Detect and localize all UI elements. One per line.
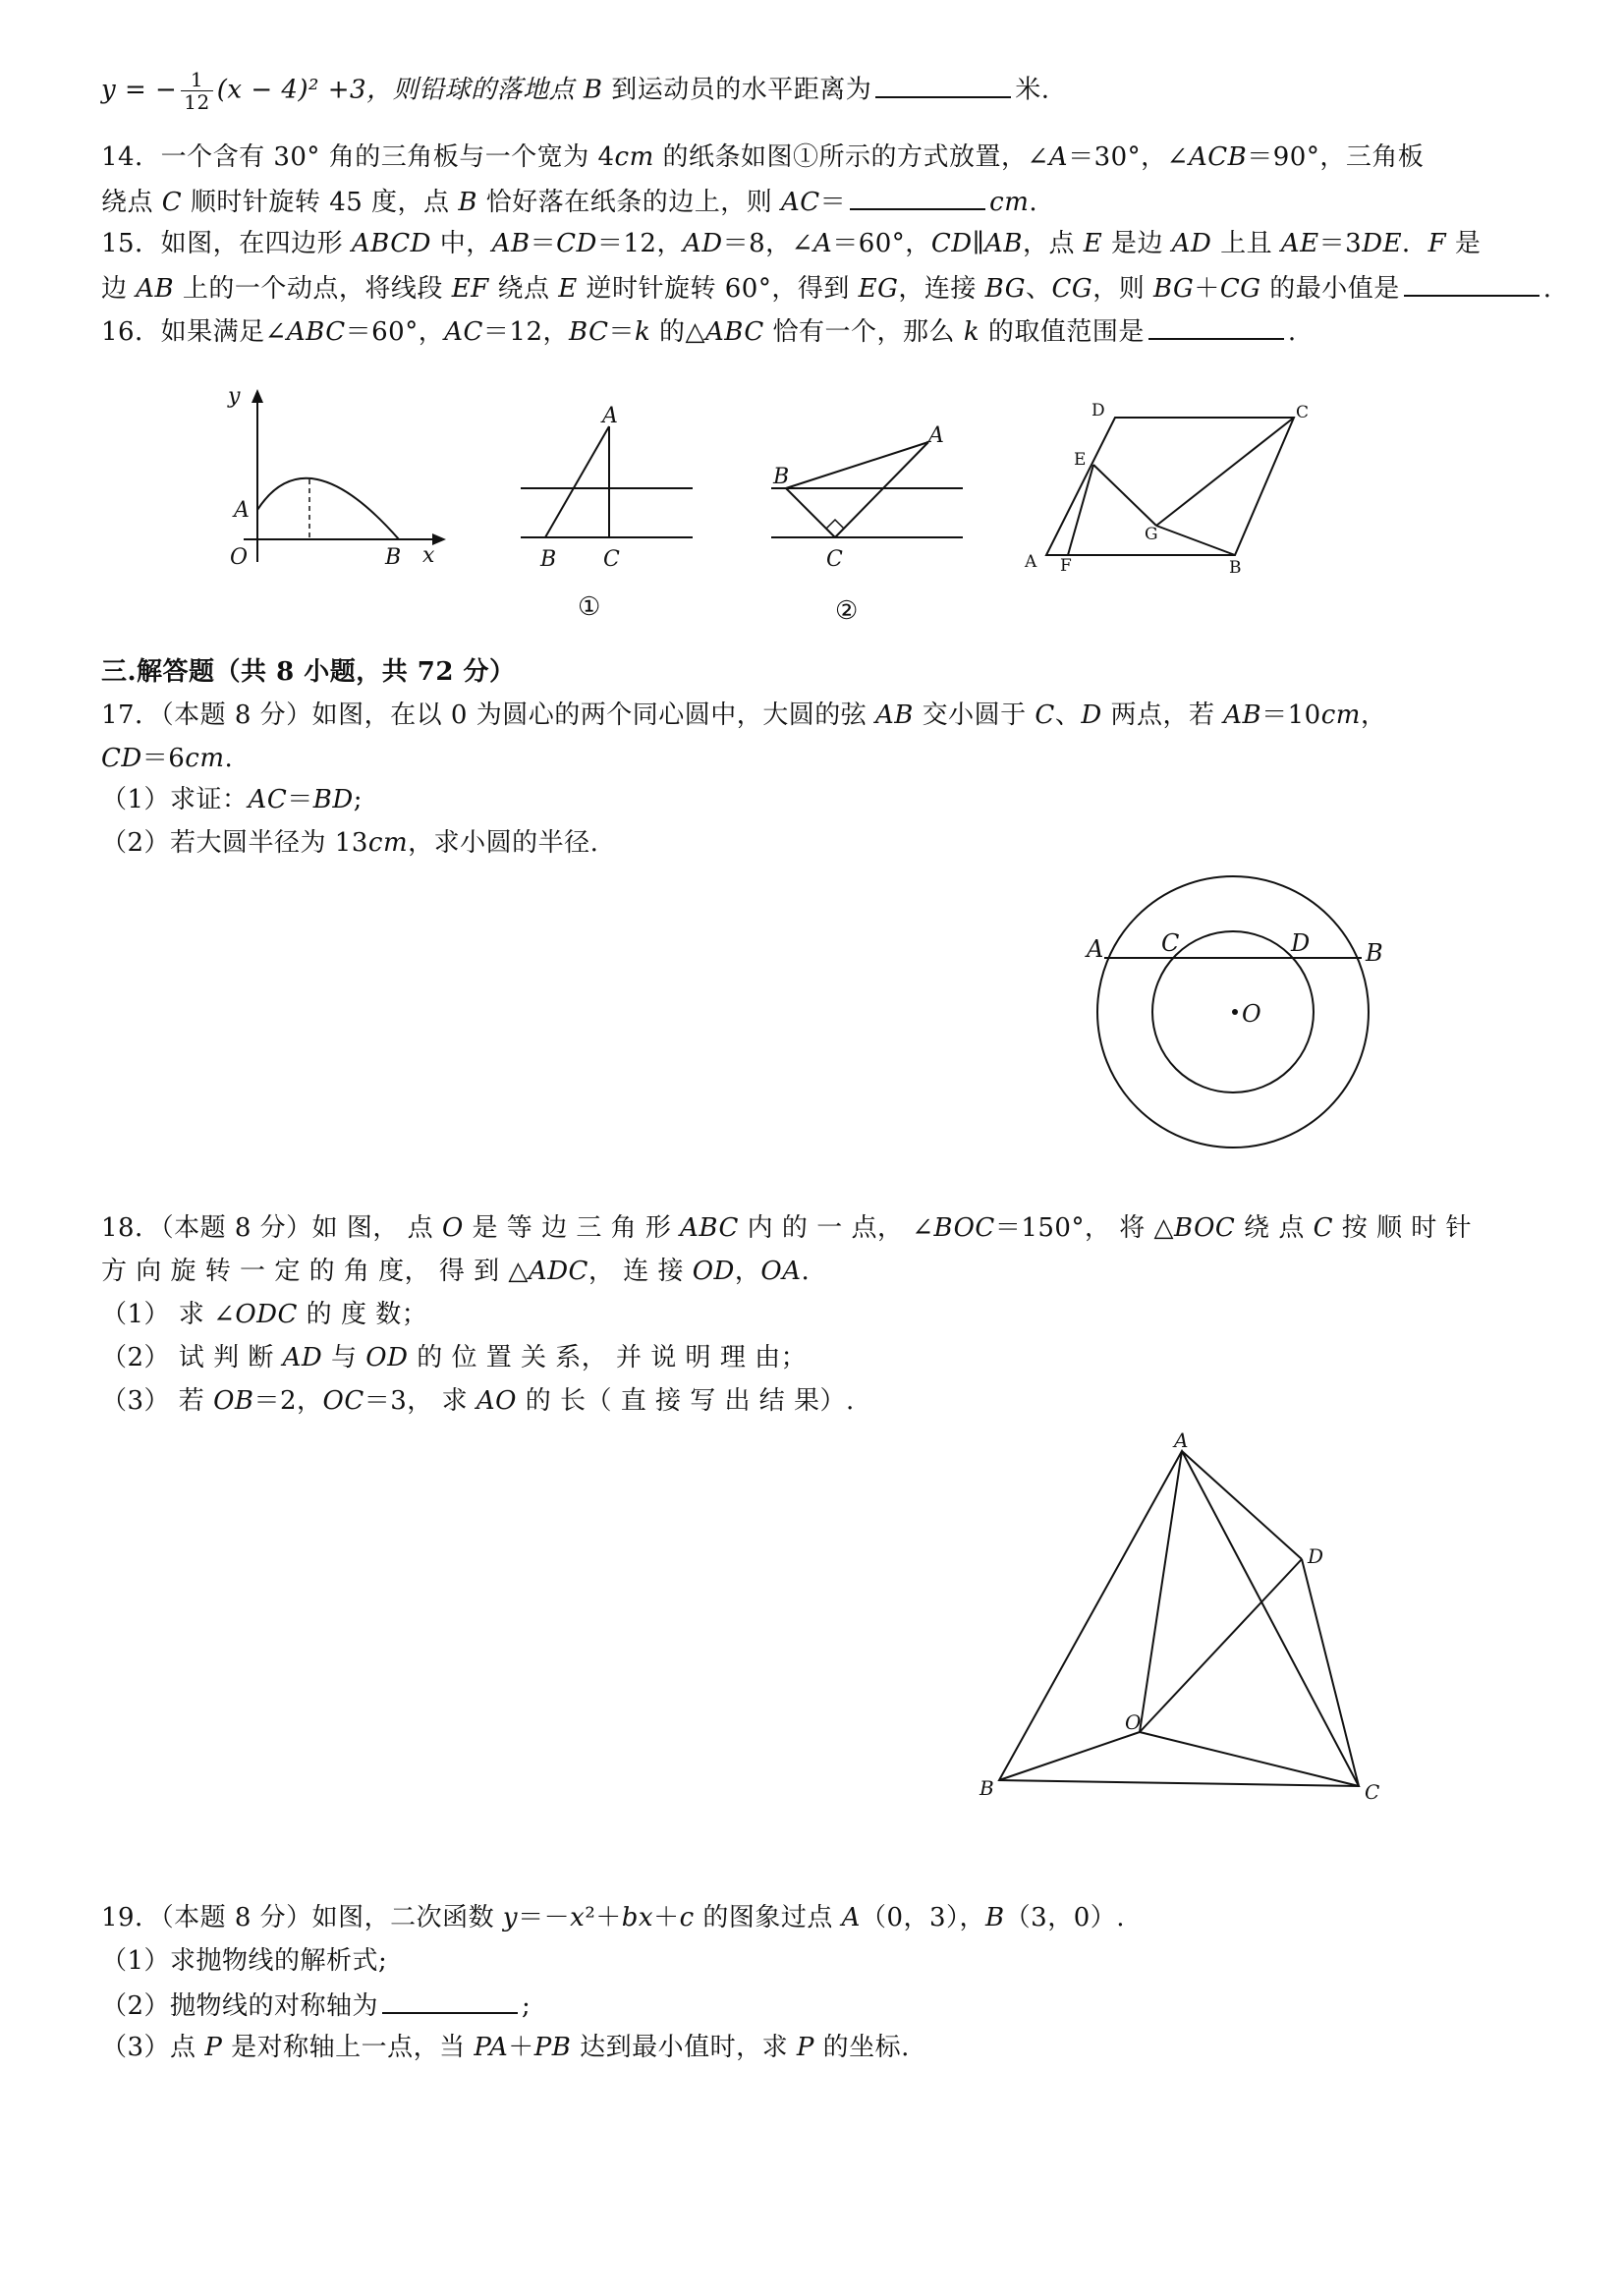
q17-line-1 [101, 698, 1386, 733]
text-q17-l1d: C [1035, 700, 1055, 730]
text-q15-l1h: AD [682, 229, 723, 258]
text-q15-l1k: ＝60°， [832, 229, 931, 258]
text-q14-l2b: C [161, 188, 183, 217]
label-x: x [422, 543, 435, 568]
text-q18-s1c: 的 度 数； [297, 1300, 428, 1329]
label-D: D [1291, 929, 1311, 957]
text-q15-l1w: ． [1402, 229, 1428, 258]
text-q15-l1g: ＝12， [596, 229, 683, 258]
q13-unit: 米. [1015, 75, 1050, 105]
side-AB [545, 426, 609, 537]
text-q19-l1k: （0，3）， [860, 1903, 986, 1932]
text-q18-l1e: 内 的 一 点， ∠ [738, 1213, 934, 1243]
text-q15-l2a: 边 [101, 274, 137, 304]
text-q18-l1b: O [441, 1213, 464, 1243]
fraction-numerator: 1 [181, 69, 212, 91]
text-q14-l2d: B [458, 188, 477, 217]
text-q17-s2b: cm [367, 828, 409, 858]
label-C: C [826, 547, 843, 572]
text-q19-s3e: ＋ [508, 2033, 534, 2062]
text-q18-l1i: 绕 点 [1235, 1213, 1314, 1243]
text-q19-s2b: ; [522, 1991, 532, 2021]
q19-sub-2 [101, 1987, 531, 2024]
text-q18-s3f: AO [476, 1386, 517, 1416]
text-q15-l1j: A [812, 229, 833, 258]
text-q16-e: ＝12， [482, 317, 569, 347]
text-q17-l1b: AB [875, 700, 914, 730]
q18-line-2 [101, 1254, 810, 1289]
text-q18-l1g: ＝150°， 将 △ [994, 1213, 1174, 1243]
text-q18-l2d: OD [692, 1257, 735, 1286]
text-q16-h: k [635, 317, 651, 347]
text-q17-l1j: cm [1320, 700, 1361, 730]
text-q15-l1u: ＝3 [1318, 229, 1363, 258]
segment-OB [999, 1732, 1140, 1780]
text-q15-l2q: 的最小值是 [1260, 274, 1400, 304]
label-B: B [773, 465, 790, 489]
q13-point: B [583, 75, 603, 105]
label-A: A [1025, 552, 1037, 572]
q16-line [101, 312, 1297, 350]
text-q18-l2a: 方 向 旋 转 一 定 的 角 度， 得 到 △ [101, 1257, 529, 1286]
text-q16-n: . [1287, 317, 1297, 347]
label-B: B [1229, 558, 1242, 578]
q13-answer-blank[interactable] [875, 71, 1011, 98]
text-q15-l1y: 是 [1446, 229, 1482, 258]
segment-BG [1156, 526, 1235, 555]
segment-DC [1302, 1559, 1359, 1786]
text-q19-l1c: ＝－ [518, 1903, 571, 1932]
q14-line-2 [101, 183, 1037, 220]
text-q15-l2c: 上的一个动点，将线段 [174, 274, 452, 304]
text-q18-s3d: OC [322, 1386, 364, 1416]
text-q18-s3c: ＝2， [253, 1386, 323, 1416]
caption-1: ① [578, 592, 601, 622]
text-q17-l1h: AB [1223, 700, 1262, 730]
parabola-curve [257, 478, 399, 539]
text-q19-l1e: ²＋ [585, 1903, 622, 1932]
text-q17-l1e: 、 [1054, 700, 1082, 730]
text-q14-l2h: cm [989, 188, 1030, 217]
text-q16-k: 恰有一个，那么 [763, 317, 964, 347]
q13-equation-suffix: (x − 4)² +3，则铅球的落地点 [216, 75, 576, 105]
label-G: G [1145, 525, 1158, 544]
q13-fraction [181, 69, 212, 113]
label-B: B [1366, 939, 1383, 967]
text-q17-l1g: 两点，若 [1101, 700, 1224, 730]
text-q14-l2a: 绕点 [101, 188, 162, 217]
q18-sub-3 [101, 1383, 855, 1419]
text-q17-l1k: ， [1360, 700, 1387, 730]
text-q15-l1c: 中， [430, 229, 492, 258]
text-q18-s3a: （3） 若 [101, 1386, 214, 1416]
text-q14-l2i: . [1029, 188, 1038, 217]
text-q18-s3e: ＝3， 求 [364, 1386, 476, 1416]
q16-answer-blank[interactable] [1148, 312, 1284, 340]
label-A: A [234, 498, 250, 523]
label-C: C [1296, 403, 1310, 422]
text-q15-l1x: F [1427, 229, 1447, 258]
text-q19-l1i: 的图象过点 [694, 1903, 842, 1932]
text-q14-l1b: cm [614, 142, 654, 172]
text-q19-s3d: PA [474, 2033, 509, 2062]
text-q15-l2p: CG [1219, 274, 1261, 304]
text-q18-s2b: AD [282, 1343, 323, 1372]
q13-tail-line [101, 69, 1050, 113]
label-y: y [228, 384, 241, 409]
segment-EF [1068, 465, 1093, 555]
text-q15-l1q: 是边 [1102, 229, 1172, 258]
text-q15-l1f: CD [556, 229, 597, 258]
text-q15-l1t: AE [1280, 229, 1319, 258]
figure-quadrilateral [1017, 398, 1321, 580]
text-q19-s2: （2）抛物线的对称轴为 [101, 1991, 379, 2021]
q17-line-2 [101, 741, 233, 776]
label-B: B [385, 545, 402, 570]
text-q15-l2g: 逆时针旋转 60°，得到 [577, 274, 859, 304]
text-q16-i: 的△ [650, 317, 706, 347]
q14-line-1 [101, 140, 1424, 175]
text-q19-l1f: bx [621, 1903, 654, 1932]
text-q17-s1b: AC [248, 785, 288, 814]
figure-concentric-circles [1081, 865, 1395, 1159]
text-q18-s2a: （2） 试 判 断 [101, 1343, 283, 1372]
text-q16-d: AC [444, 317, 483, 347]
text-q14-l2g: ＝ [819, 188, 847, 217]
text-q15-l1l: CD [930, 229, 973, 258]
label-O: O [1242, 1000, 1261, 1028]
text-q17-l1i: ＝10 [1261, 700, 1321, 730]
text-q14-l1e: ＝30°，∠ [1068, 142, 1189, 172]
text-q16-f: BC [569, 317, 609, 347]
text-q17-s1c: ＝ [287, 785, 313, 814]
text-q14-l1d: A [1048, 142, 1069, 172]
text-q17-l2c: cm [185, 744, 225, 773]
text-q15-l1e: ＝ [530, 229, 557, 258]
q17-sub-1 [101, 782, 363, 817]
segment-AD [1182, 1451, 1302, 1559]
label-A: A [928, 423, 944, 448]
label-C: C [1365, 1780, 1380, 1804]
text-q14-l1a: 14．一个含有 30° 角的三角板与一个宽为 4 [101, 142, 615, 172]
text-q18-s2d: OD [365, 1343, 409, 1372]
label-A: A [602, 404, 618, 428]
label-F: F [1060, 556, 1072, 576]
text-q17-l1f: D [1081, 700, 1102, 730]
text-q19-l1a: 19．（本题 8 分）如图，二次函数 [101, 1903, 503, 1932]
figure-equilateral-triangle [968, 1429, 1400, 1822]
text-q15-l2k: 、 [1026, 274, 1052, 304]
text-q15-l2b: AB [136, 274, 175, 304]
text-q15-l2i: ，连接 [898, 274, 985, 304]
text-q18-s3g: 的 长（ 直 接 写 出 结 果）. [516, 1386, 855, 1416]
text-q18-l2b: ADC [528, 1257, 588, 1286]
text-q15-l2f: E [558, 274, 578, 304]
text-q17-l2a: CD [101, 744, 142, 773]
text-q18-l1d: ABC [680, 1213, 739, 1243]
text-q19-l1d: x [570, 1903, 586, 1932]
text-q16-j: ABC [705, 317, 764, 347]
quadrilateral-ABCD [1046, 418, 1294, 555]
text-q19-s3i: 的坐标. [813, 2033, 910, 2062]
text-q15-l1m: ∥ [972, 229, 985, 258]
text-q18-l1f: BOC [933, 1213, 995, 1243]
text-q18-l1h: BOC [1173, 1213, 1236, 1243]
q13-text: 到运动员的水平距离为 [611, 75, 872, 105]
q14-answer-blank[interactable] [850, 183, 985, 210]
q17-sub-2 [101, 825, 598, 861]
text-q17-l2d: . [224, 744, 234, 773]
segment-CG [1156, 418, 1294, 526]
label-A: A [1174, 1428, 1189, 1452]
segment-OA [1140, 1451, 1182, 1732]
section-3-heading: 三.解答题（共 8 小题，共 72 分） [101, 657, 516, 687]
text-q14-l1c: 的纸条如图①所示的方式放置，∠ [653, 142, 1049, 172]
text-q18-l2f: OA [760, 1257, 802, 1286]
text-q15-l2h: EG [858, 274, 899, 304]
right-angle-mark [826, 520, 844, 529]
y-axis-arrow [252, 389, 263, 403]
text-q19-l1m: （3，0）. [1004, 1903, 1126, 1932]
text-q16-l: k [963, 317, 980, 347]
text-q17-s1e: ; [353, 785, 363, 814]
text-q14-l1f: ACB [1188, 142, 1248, 172]
text-q18-l1a: 18．（本题 8 分）如 图， 点 [101, 1213, 442, 1243]
text-q18-s3b: OB [213, 1386, 254, 1416]
text-q15-l2n: BG [1152, 274, 1195, 304]
q18-sub-2 [101, 1340, 807, 1375]
text-q15-l1o: ，点 [1022, 229, 1084, 258]
text-q14-l2e: 恰好落在纸条的边上，则 [476, 188, 781, 217]
text-q17-l1a: 17．（本题 8 分）如图，在以 0 为圆心的两个同心圆中，大圆的弦 [101, 700, 875, 730]
label-C: C [603, 547, 620, 572]
triangle-ABC [999, 1451, 1359, 1786]
text-q19-l1h: c [679, 1903, 695, 1932]
q18-line-1 [101, 1210, 1472, 1246]
text-q18-l2g: . [801, 1257, 811, 1286]
center-point [1232, 1009, 1238, 1015]
text-q15-l1r: AD [1171, 229, 1212, 258]
text-q15-l1a: 15．如图，在四边形 [101, 229, 352, 258]
text-q19-l1j: A [841, 1903, 861, 1932]
text-q15-l1v: DE [1362, 229, 1403, 258]
text-q14-l2c: 顺时针旋转 45 度，点 [182, 188, 459, 217]
fraction-denominator: 12 [184, 90, 210, 114]
caption-2: ② [835, 596, 859, 626]
text-q15-l2o: ＋ [1194, 274, 1220, 304]
segment-EG [1093, 465, 1156, 526]
text-q19-s3f: PB [533, 2033, 572, 2062]
text-q17-s1d: BD [312, 785, 354, 814]
label-A: A [1087, 935, 1104, 963]
text-q16-c: ＝60°， [345, 317, 445, 347]
text-q19-l1g: ＋ [653, 1903, 680, 1932]
text-q19-s3g: 达到最小值时，求 [571, 2033, 797, 2062]
text-q19-s3c: 是对称轴上一点，当 [222, 2033, 475, 2062]
q19-line-1 [101, 1900, 1125, 1935]
text-q16-b: ABC [286, 317, 346, 347]
label-B: B [540, 547, 557, 572]
text-q18-s1a: （1） 求 ∠ [101, 1300, 236, 1329]
q19-sub-3 [101, 2030, 910, 2065]
text-q15-l1d: AB [491, 229, 531, 258]
text-q17-s2a: （2）若大圆半径为 13 [101, 828, 368, 858]
text-q15-l1s: 上且 [1211, 229, 1281, 258]
text-q15-l1n: AB [984, 229, 1023, 258]
q15-answer-blank[interactable] [1404, 269, 1539, 297]
segment-OD [1140, 1559, 1302, 1732]
text-q17-s1a: （1）求证： [101, 785, 249, 814]
text-q15-l1i: ＝8，∠ [722, 229, 813, 258]
text-q19-s3b: P [204, 2033, 223, 2062]
text-q15-l1b: ABCD [351, 229, 431, 258]
text-q14-l2f: AC [780, 188, 820, 217]
text-q18-l1c: 是 等 边 三 角 形 [463, 1213, 681, 1243]
text-q19-l1b: y [502, 1903, 519, 1932]
q19-axis-blank[interactable] [382, 1987, 518, 2014]
text-q17-l1c: 交小圆于 [913, 700, 1035, 730]
text-q15-l2l: CG [1051, 274, 1093, 304]
text-q15-l2r: . [1542, 274, 1552, 304]
figure-parabola [216, 385, 452, 582]
label-C: C [1161, 929, 1180, 957]
q19-sub-1: （1）求抛物线的解析式; [101, 1946, 388, 1976]
figure-2-strip [761, 413, 978, 639]
text-q18-l2c: ， 连 接 [588, 1257, 693, 1286]
label-D: D [1308, 1544, 1324, 1568]
text-q18-s2c: 与 [322, 1343, 366, 1372]
q15-line-1 [101, 226, 1481, 261]
text-q18-l1k: 按 顺 时 针 [1333, 1213, 1473, 1243]
text-q15-l1p: E [1083, 229, 1103, 258]
segment-OC [1140, 1732, 1359, 1786]
label-E: E [1074, 450, 1087, 470]
text-q17-l2b: ＝6 [141, 744, 186, 773]
text-q16-g: ＝ [608, 317, 635, 347]
text-q15-l2e: 绕点 [488, 274, 559, 304]
text-q18-l1j: C [1313, 1213, 1333, 1243]
q18-sub-1 [101, 1297, 427, 1332]
figure-1-strip [511, 397, 707, 633]
label-O: O [1125, 1710, 1142, 1734]
text-q16-m: 的取值范围是 [979, 317, 1145, 347]
text-q19-l1l: B [985, 1903, 1005, 1932]
label-O: O [230, 545, 249, 570]
q13-equation-prefix: y = − [101, 75, 178, 105]
text-q15-l2j: BG [984, 274, 1026, 304]
text-q17-s2c: ，求小圆的半径. [408, 828, 599, 858]
text-q15-l2m: ，则 [1092, 274, 1153, 304]
text-q18-l2e: ， [734, 1257, 761, 1286]
side-BC [786, 488, 835, 537]
text-q18-s2e: 的 位 置 关 系， 并 说 明 理 由； [408, 1343, 808, 1372]
text-q15-l2d: EF [451, 274, 489, 304]
text-q18-s1b: ODC [235, 1300, 298, 1329]
text-q14-l1g: ＝90°，三角板 [1247, 142, 1425, 172]
text-q19-s3h: P [796, 2033, 814, 2062]
q15-line-2 [101, 269, 1552, 307]
text-q19-s3a: （3）点 [101, 2033, 205, 2062]
label-B: B [979, 1776, 994, 1800]
text-q16-a: 16．如果满足∠ [101, 317, 287, 347]
label-D: D [1091, 401, 1105, 420]
